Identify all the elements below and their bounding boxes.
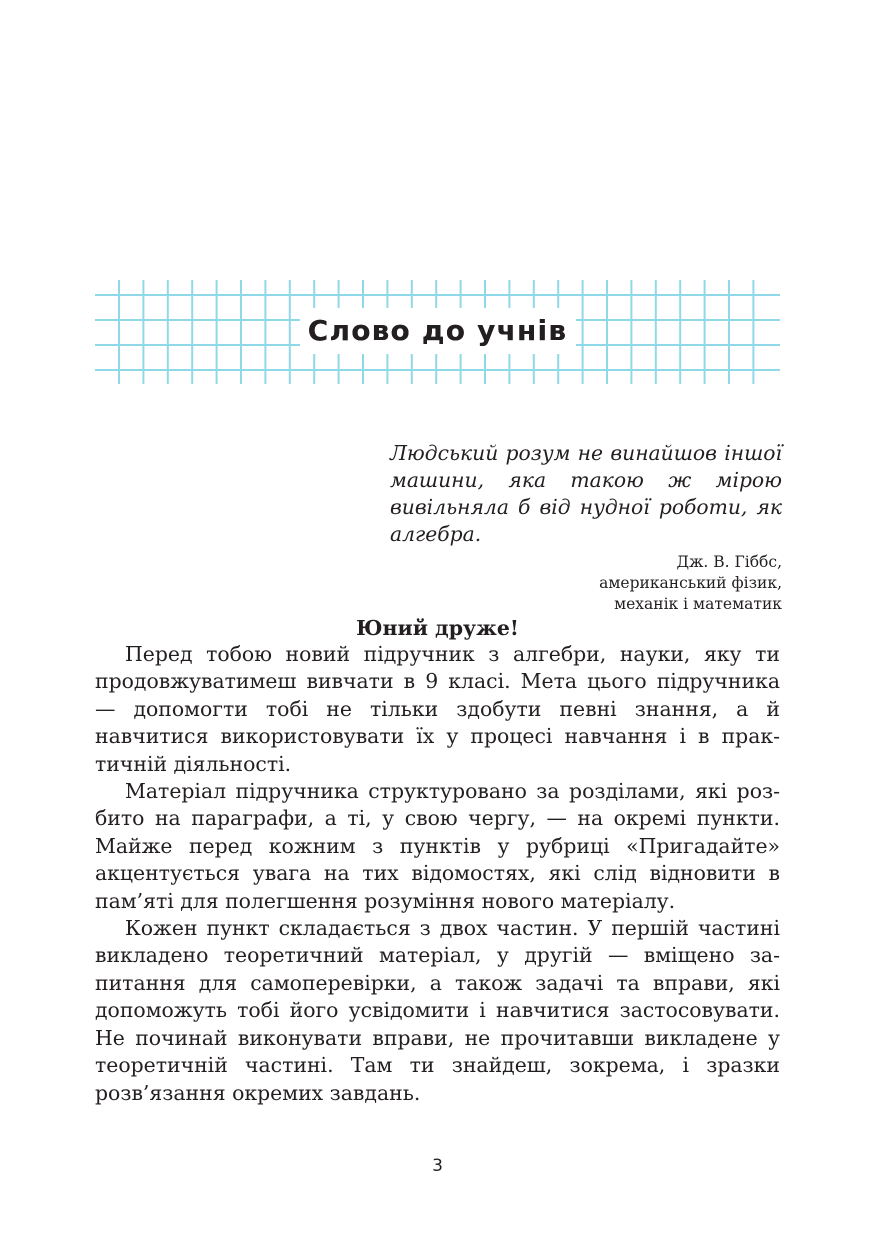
paragraph: Кожен пункт складається з двох частин. У першій частині викладено теоретичний матеріал, у другій — вміщено запитання для самоперевірки, а також задачі та вправи, які допоможуть тобі його усвідомити і навчитися застосовувати. Не починай виконувати вправи, не прочитавши викладене у теоретичній частині. Там ти знайдеш, зокрема, і зразки розв’язання окремих завдань. (95, 916, 780, 1105)
chapter-title: Слово до учнів (307, 314, 568, 347)
epigraph-author (390, 552, 782, 615)
epigraph-text: Людський розум не винайшов іншої машини, яка такою ж мірою вивільняла б від нудної роботи, як алгебра. (390, 441, 782, 546)
body-text (95, 641, 780, 1107)
paragraph: Матеріал підручника структуровано за розділами, які розбито на параграфи, а ті, у свою чергу, — на окремі пункти. Майже перед кожним з пунктів у рубриці «Пригадайте» акцентується увага на тих відомостях, які слід відновити в пам’яті для полегшення розуміння нового матеріалу. (95, 779, 780, 913)
epigraph (390, 440, 782, 615)
epigraph-author-line: Дж. В. Гіббс, (676, 553, 782, 571)
greeting-heading: Юний друже! (356, 616, 519, 640)
chapter-header (95, 280, 780, 384)
epigraph-author-line: механік і математик (614, 595, 782, 613)
paragraph: Перед тобою новий підручник з алгебри, науки, яку ти продовжуватимеш вивчати в 9 класі. Мета цього підручника — допомогти тобі не тільки здобути певні знання, а й навчитися використовувати їх у процесі навчання і в практичній діяльності. (95, 642, 780, 776)
epigraph-author-line: американський фізик, (599, 574, 782, 592)
page-number: 3 (432, 1156, 443, 1176)
